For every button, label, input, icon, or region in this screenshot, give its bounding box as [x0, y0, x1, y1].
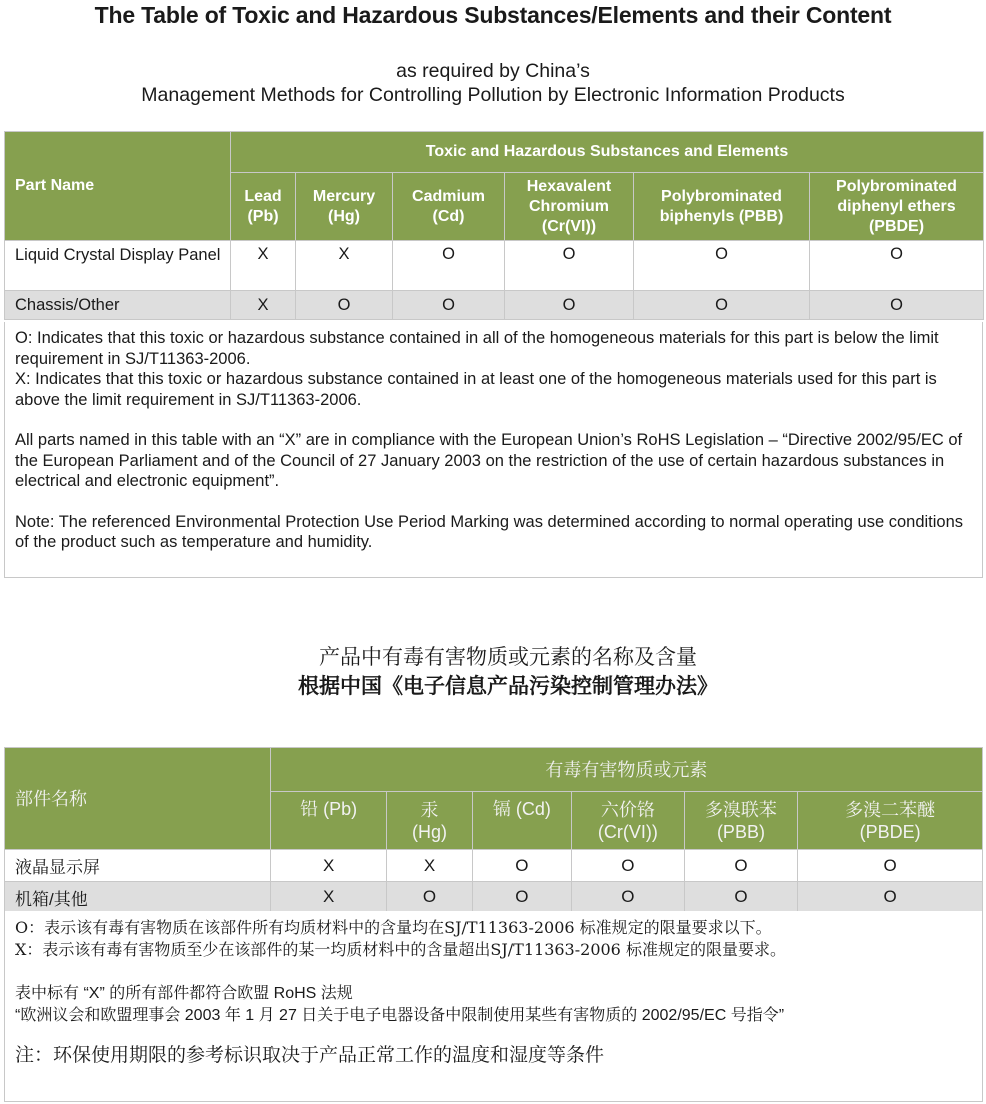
column-header-pbb: 多溴联苯 (PBB) [684, 792, 798, 850]
value-cell: X [296, 241, 393, 291]
part-name-header: Part Name [5, 132, 231, 241]
table-row [5, 882, 983, 913]
value-cell: O [472, 850, 571, 882]
substances-group-header: 有毒有害物质或元素 [270, 748, 982, 792]
chinese-notes-box [4, 911, 983, 1102]
column-header-mercury: 汞 (Hg) [387, 792, 472, 850]
column-header-lead: Lead (Pb) [231, 173, 296, 241]
value-cell: O [798, 882, 983, 913]
value-cell: O [572, 850, 685, 882]
value-cell: O [505, 241, 634, 291]
column-header-lead: 铅 (Pb) [270, 792, 387, 850]
rohs-compliance-note: 表中标有 “X” 的所有部件都符合欧盟 RoHS 法规 [15, 985, 353, 1002]
column-header-pbde: Polybrominated diphenyl ethers (PBDE) [810, 173, 984, 241]
english-substances-table [4, 131, 984, 320]
value-cell: O [393, 241, 505, 291]
english-subtitle-line2: Management Methods for Controlling Pollution by Electronic Information Products [141, 84, 845, 106]
value-cell: X [387, 850, 472, 882]
value-cell: X [270, 850, 387, 882]
column-header-hexavalent-chromium: Hexavalent Chromium (Cr(VI)) [505, 173, 634, 241]
value-cell: O [387, 882, 472, 913]
chinese-title: 产品中有毒有害物质或元素的名称及含量 [319, 645, 697, 669]
english-notes-box [4, 322, 983, 578]
value-cell: X [270, 882, 387, 913]
part-name-cell: 机箱/其他 [5, 882, 271, 913]
o-legend-note: O: Indicates that this toxic or hazardous substance contained in all of the homogeneous materials for this part is below the limit requirement in SJ/T11363-2006. [15, 329, 939, 368]
substances-group-header: Toxic and Hazardous Substances and Elements [231, 132, 984, 173]
value-cell: O [634, 291, 810, 320]
part-name-cell: Chassis/Other [5, 291, 231, 320]
value-cell: O [634, 241, 810, 291]
value-cell: O [296, 291, 393, 320]
column-header-cadmium: Cadmium (Cd) [393, 173, 505, 241]
value-cell: X [231, 241, 296, 291]
use-period-note: 注：环保使用期限的参考标识取决于产品正常工作的温度和湿度等条件 [15, 1045, 605, 1066]
value-cell: O [684, 882, 798, 913]
english-title: The Table of Toxic and Hazardous Substances/Elements and their Content [94, 2, 892, 28]
value-cell: O [393, 291, 505, 320]
column-header-pbde: 多溴二苯醚 (PBDE) [798, 792, 983, 850]
value-cell: O [798, 850, 983, 882]
value-cell: O [810, 291, 984, 320]
value-cell: O [810, 241, 984, 291]
x-legend-note: X：表示该有毒有害物质至少在该部件的某一均质材料中的含量超出SJ/T11363-2006 标准规定的限量要求。 [15, 940, 786, 959]
value-cell: O [472, 882, 571, 913]
column-header-pbb: Polybrominated biphenyls (PBB) [634, 173, 810, 241]
table-row [5, 291, 984, 320]
rohs-directive-note: “欧洲议会和欧盟理事会 2003 年 1 月 27 日关于电子电器设备中限制使用某些有害物质的 2002/95/EC 号指令” [15, 1007, 785, 1024]
column-header-mercury: Mercury (Hg) [296, 173, 393, 241]
value-cell: X [231, 291, 296, 320]
english-subtitle-line1: as required by China’s [396, 60, 590, 82]
value-cell: O [572, 882, 685, 913]
x-legend-note: X: Indicates that this toxic or hazardous substance contained in at least one of the homogeneous materials used for this part is above the limit requirement in SJ/T11363-2006. [15, 370, 937, 409]
rohs-compliance-note: All parts named in this table with an “X” are in compliance with the European Union’s RoHS Legislation – “Directive 2002/95/EC of the European Parliament and of the Council of 27 January 2003 on the restriction of the use of certain hazardous substances in electrical and electronic equipment”. [15, 431, 963, 490]
o-legend-note: O：表示该有毒有害物质在该部件所有均质材料中的含量均在SJ/T11363-2006 标准规定的限量要求以下。 [15, 918, 772, 937]
chinese-substances-table [4, 747, 983, 913]
part-name-cell: 液晶显示屏 [5, 850, 271, 882]
table-row [5, 850, 983, 882]
table-row [5, 241, 984, 291]
value-cell: O [505, 291, 634, 320]
column-header-hexavalent-chromium: 六价铬 (Cr(VI)) [572, 792, 685, 850]
chinese-subtitle: 根据中国《电子信息产品污染控制管理办法》 [298, 674, 718, 698]
column-header-cadmium: 镉 (Cd) [472, 792, 571, 850]
part-name-cell: Liquid Crystal Display Panel [5, 241, 231, 291]
use-period-note: Note: The referenced Environmental Protection Use Period Marking was determined according to normal operating use conditions of the product such as temperature and humidity. [15, 512, 964, 551]
part-name-header: 部件名称 [5, 748, 271, 850]
value-cell: O [684, 850, 798, 882]
